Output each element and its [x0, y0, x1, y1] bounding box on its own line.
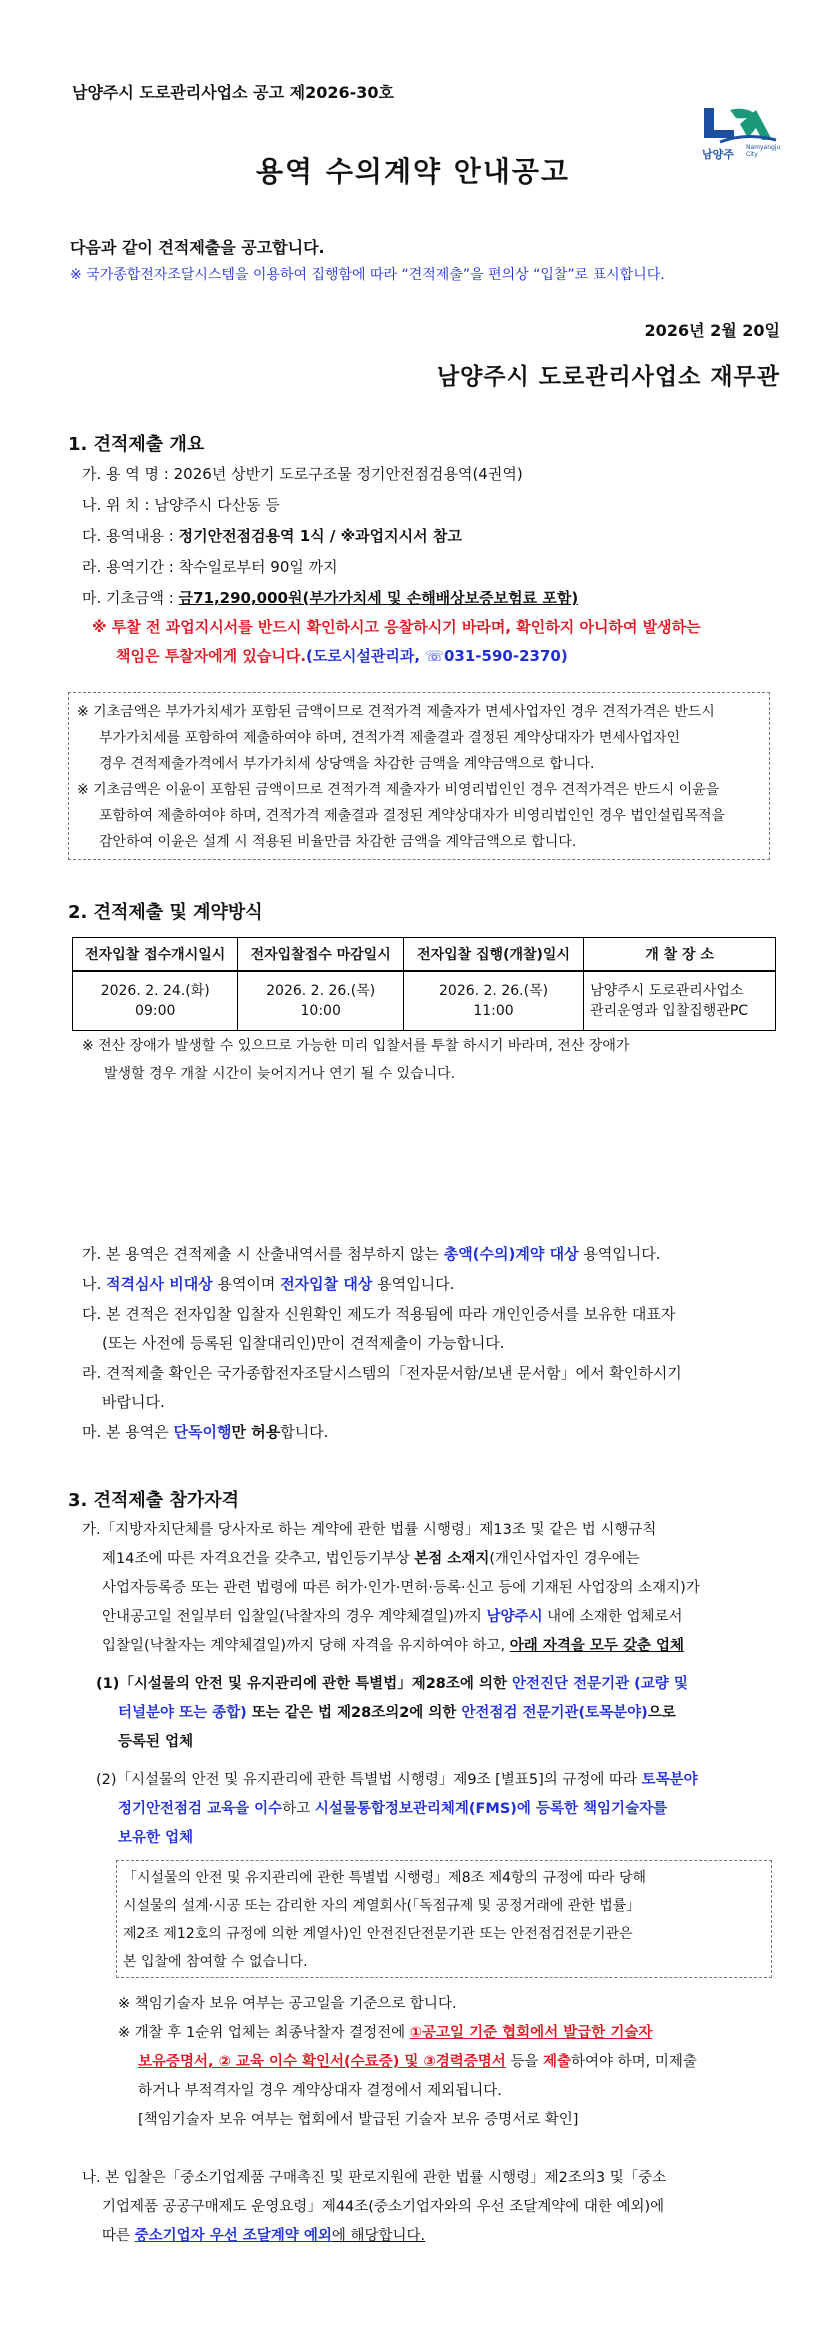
contract-type-line [82, 1240, 772, 1269]
overview-item [82, 556, 338, 577]
highlight: 단독이행 [173, 1423, 232, 1441]
highlight: 보유증명서, ② 교육 이수 확인서(수료증) 및 ③경력증명서 [138, 2054, 506, 2070]
issuer: 남양주시 도로관리사업소 재무관 [436, 364, 780, 390]
text: 라. 견적제출 확인은 국가종합전자조달시스템의「전자문서함/보낸 문서함」에서 확인하시기 [82, 1364, 682, 1382]
text: (2)「시설물의 안전 및 유지관리에 관한 특별법 시행령」제9조 [별표5]의 규정에 따라 [96, 1772, 642, 1788]
cell-line: 남양주시 도로관리사업소 [590, 983, 744, 999]
text: 합니다. [280, 1423, 329, 1441]
highlight: 만 허용 [231, 1423, 281, 1441]
cell-line: 관리운영과 입찰집행관PC [590, 1003, 749, 1019]
text: 하여야 하며, 미제출 [571, 2054, 697, 2070]
doc-number: 남양주시 도로관리사업소 공고 제2026-30호 [72, 83, 394, 102]
item-value: 금71,290,000원(부가가치세 및 손해배상보증보험료 포함) [178, 589, 579, 607]
highlight: 안전진단 전문기관 (교량 및 [512, 1676, 688, 1692]
text: 사업자등록증 또는 관련 법령에 따른 허가·인가·면허·등록·신고 등에 기재된 사업장의 소재지)가 [102, 1580, 700, 1596]
highlight: 제출 [542, 2054, 571, 2070]
item-label: 라. 용역기간 : [82, 558, 174, 576]
note-line: 포함하여 제출하여야 하며, 견적가격 제출결과 결정된 계약상대자가 비영리법인인 경우 법인설립목적을 [99, 808, 726, 824]
table-cell [403, 971, 583, 1031]
highlight: 중소기업자 우선 조달계약 예외 [134, 2228, 332, 2244]
warning-text [116, 645, 568, 666]
text: 가. 본 용역은 견적제출 시 산출내역서를 첨부하지 않는 [82, 1245, 444, 1263]
text: (또는 사전에 등록된 입찰대리인)만이 견적제출이 가능합니다. [102, 1334, 505, 1352]
cell-line: 2026. 2. 26.(목) [266, 983, 376, 999]
it-outage-note: ※ 전산 장애가 발생할 수 있으므로 가능한 미리 입찰서를 투찰 하시기 바라며, 전산 장애가 [82, 1038, 630, 1054]
text: 에 해당합니다. [331, 2228, 426, 2244]
table-header: 전자입찰 접수개시일시 [73, 938, 238, 972]
text: 입찰일(낙찰자는 계약체결일)까지 당해 자격을 유지하여야 하고, [102, 1638, 510, 1654]
item-value: 정기안전점검용역 1식 / ※과업지시서 참고 [178, 527, 462, 545]
intro-text: 다음과 같이 견적제출을 공고합니다. [70, 238, 325, 257]
warning-text: ※ 투찰 전 과업지시서를 반드시 확인하시고 응찰하시기 바라며, 확인하지 아니하여 발생하는 [92, 618, 701, 636]
highlight: 터널분야 또는 종합) [118, 1705, 247, 1721]
confirm-line [82, 1359, 772, 1417]
table-row [73, 971, 776, 1031]
overview-item [82, 525, 462, 546]
text: 내에 소재한 업체로서 [542, 1609, 683, 1625]
highlight: 총액(수의)계약 대상 [443, 1245, 579, 1263]
item-value: 착수일로부터 90일 까지 [178, 558, 338, 576]
note-line: ※ 책임기술자 보유 여부는 공고일을 기준으로 합니다. [118, 1996, 457, 2012]
text: 용역입니다. [578, 1245, 661, 1263]
highlight: 안전점검 전문기관(토목분야) [461, 1705, 648, 1721]
section-3-heading: 3. 견적제출 참가자격 [68, 1490, 239, 1511]
text: 나. 본 입찰은「중소기업제품 구매촉진 및 판로지원에 관한 법률 시행령」제2조의3 및「중소 [82, 2170, 667, 2186]
text: 가.「지방자치단체를 당사자로 하는 계약에 관한 법률 시행령」제13조 및 같은 법 시행규칙 [82, 1522, 657, 1538]
intro-note: ※ 국가종합전자조달시스템을 이용하여 집행함에 따라 “견적제출”을 편의상 “입찰”로 표시합니다. [70, 267, 665, 283]
section-2-heading: 2. 견적제출 및 계약방식 [68, 902, 263, 923]
text: 등록된 업체 [118, 1734, 194, 1750]
text: 용역이며 [212, 1275, 281, 1293]
schedule-table [72, 937, 776, 1031]
text: 기업제품 공공구매제도 운영요령」제44조(중소기업자와의 우선 조달계약에 대한 예외)에 [102, 2199, 665, 2215]
text: 등을 [505, 2054, 543, 2070]
text: (1)「시설물의 안전 및 유지관리에 관한 특별법」제28조에 의한 [96, 1676, 513, 1692]
text: 바랍니다. [102, 1393, 165, 1411]
contact-info: (도로시설관리과, ☏031-590-2370) [306, 647, 568, 665]
note-line: 「시설물의 안전 및 유지관리에 관한 특별법 시행령」제8조 제4항의 규정에 따라 당해 [123, 1870, 647, 1886]
eligibility-paragraph [82, 1516, 772, 1661]
note-line: ※ 기초금액은 이윤이 포함된 금액이므로 견적가격 제출자가 비영리법인인 경우 견적가격은 반드시 이윤을 [77, 782, 720, 798]
highlight: 보유한 업체 [118, 1830, 194, 1846]
table-header: 개 찰 장 소 [584, 938, 776, 972]
city-emblem-icon [700, 104, 780, 146]
cell-line: 10:00 [300, 1003, 341, 1019]
note-line: ※ 기초금액은 부가가치세가 포함된 금액이므로 견적가격 제출자가 면세사업자인 경우 견적가격은 반드시 [77, 704, 715, 720]
text: 마. 본 용역은 [82, 1423, 174, 1441]
item-value: 남양주시 다산동 등 [154, 496, 280, 514]
table-cell [73, 971, 238, 1031]
overview-item [82, 587, 578, 608]
overview-item [82, 494, 280, 515]
text: 또는 같은 법 제28조의2에 의한 [246, 1705, 462, 1721]
highlight: 남양주시 [486, 1609, 543, 1625]
cell-line: 11:00 [473, 1003, 514, 1019]
highlight: 본점 소재지 [414, 1551, 490, 1567]
highlight: ①공고일 기준 협회에서 발급한 기술자 [409, 2025, 653, 2041]
highlight: 적격심사 비대상 [106, 1275, 213, 1293]
section-1-heading: 1. 견적제출 개요 [68, 434, 205, 455]
it-outage-note: 발생할 경우 개찰 시간이 늦어지거나 연기 될 수 있습니다. [104, 1066, 456, 1082]
table-cell [238, 971, 403, 1031]
table-header: 전자입찰 집행(개찰)일시 [403, 938, 583, 972]
text: 안내공고일 전일부터 입찰일(낙찰자의 경우 계약체결일)까지 [102, 1609, 487, 1625]
text: 나. [82, 1275, 107, 1293]
logo-text: 남양주 [702, 148, 734, 161]
engineer-notes [118, 1990, 778, 2135]
text: 하고 [282, 1801, 315, 1817]
note-line: 제2조 제12호의 규정에 의한 계열사)인 안전진단전문기관 또는 안전점검전문기관은 [123, 1926, 633, 1942]
note-line: 본 입찰에 참여할 수 없습니다. [123, 1954, 308, 1970]
note-line: 감안하여 이윤은 설계 시 적용된 비율만큼 차감한 금액을 계약금액으로 합니다. [99, 834, 577, 850]
note-line: [책임기술자 보유 여부는 협회에서 발급된 기술자 보유 증명서로 확인] [138, 2112, 579, 2128]
logo-subtext: Namyangju City [746, 144, 781, 158]
table-header-row [73, 938, 776, 972]
highlight: 시설물통합정보관리체계(FMS)에 등록한 책임기술자를 [314, 1801, 668, 1817]
highlight: 토목분야 [641, 1772, 698, 1788]
overview-item [82, 463, 523, 484]
note-line: 경우 견적제출가격에서 부가가치세 상당액을 차감한 금액을 계약금액으로 합니다. [99, 756, 595, 772]
item-label: 다. 용역내용 : [82, 527, 174, 545]
text: (개인사업자인 경우에는 [489, 1551, 640, 1567]
highlight: 전자입찰 대상 [280, 1275, 373, 1293]
text: ※ 개찰 후 1순위 업체는 최종낙찰자 결정전에 [118, 2025, 410, 2041]
sme-exception-paragraph [82, 2164, 772, 2251]
qualification-1 [96, 1670, 776, 1757]
qualification-2 [96, 1766, 776, 1853]
identity-line [82, 1300, 772, 1358]
item-label: 나. 위 치 : [82, 496, 150, 514]
affiliate-restriction-box [116, 1860, 772, 1978]
note-line: 시설물의 설계·시공 또는 감리한 자의 계열회사(「독점규제 및 공정거래에 관한 법률」 [123, 1898, 641, 1914]
text: 따른 [102, 2228, 135, 2244]
table-cell [584, 971, 776, 1031]
tax-note-box [68, 692, 770, 860]
cell-line: 09:00 [135, 1003, 176, 1019]
text: 다. 본 견적은 전자입찰 입찰자 신원확인 제도가 적용됨에 따라 개인인증서를 보유한 대표자 [82, 1305, 676, 1323]
text: 용역입니다. [372, 1275, 455, 1293]
item-value: 2026년 상반기 도로구조물 정기안전점검용역(4권역) [173, 465, 523, 483]
item-label: 가. 용 역 명 : [82, 465, 169, 483]
text: 으로 [647, 1705, 676, 1721]
highlight: 정기안전점검 교육을 이수 [118, 1801, 283, 1817]
screening-line [82, 1270, 772, 1299]
page-title: 용역 수의계약 안내공고 [256, 155, 570, 188]
sole-performance-line [82, 1418, 772, 1447]
note-line: 부가가치세를 포함하여 제출하여야 하며, 견적가격 제출결과 결정된 계약상대자가 면세사업자인 [99, 730, 681, 746]
notice-date: 2026년 2월 20일 [644, 321, 780, 340]
cell-line: 2026. 2. 24.(화) [100, 983, 210, 999]
warning-text: 책임은 투찰자에게 있습니다. [116, 647, 307, 665]
item-label: 마. 기초금액 : [82, 589, 174, 607]
text: 제14조에 따른 자격요건을 갖추고, 법인등기부상 [102, 1551, 415, 1567]
table-header: 전자입찰접수 마감일시 [238, 938, 403, 972]
note-line: 하거나 부적격자일 경우 계약상대자 결정에서 제외됩니다. [138, 2083, 502, 2099]
cell-line: 2026. 2. 26.(목) [439, 983, 549, 999]
highlight: 아래 자격을 모두 갖춘 업체 [509, 1638, 685, 1654]
